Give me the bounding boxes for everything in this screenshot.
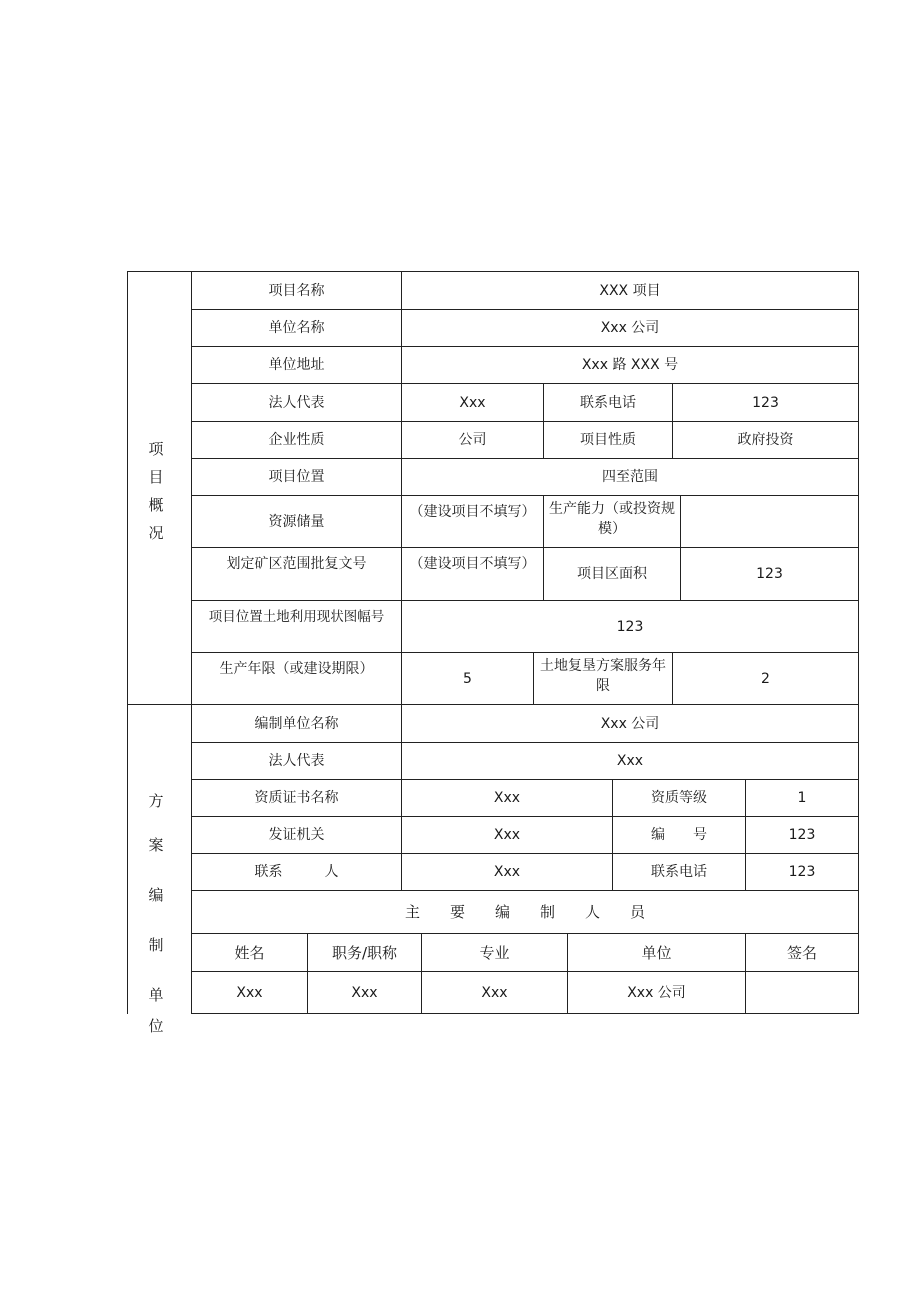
unit-address-label: 单位地址 [268,357,325,373]
section2-title-char: 制 [148,936,164,954]
section1-title-char: 目 [148,468,164,486]
enterprise-nature-label: 企业性质 [268,432,325,448]
number-value: 123 [788,827,816,843]
staff-title: Xxx [351,984,378,1001]
capacity-label: 生产能力（或投资规模） [549,501,675,537]
project-location-label: 项目位置 [268,469,325,485]
staff-col-name: 姓名 [234,943,265,962]
legal-rep-value: Xxx [459,394,486,411]
mining-approval-label: 划定矿区范围批复文号 [226,556,367,572]
project-location-value: 四至范围 [602,469,658,485]
reclamation-period-label: 土地复垦方案服务年限 [540,658,666,694]
contact-label: 联系 人 [254,864,339,880]
unit-address-value: Xxx 路 XXX 号 [581,357,679,373]
compiler-name-label: 编制单位名称 [254,715,339,732]
issuer-label: 发证机关 [268,827,325,843]
staff-col-signature: 签名 [786,943,817,962]
contact-value: Xxx [493,864,521,880]
section1-title-char: 项 [148,440,164,458]
unit-name-value: Xxx 公司 [600,320,660,336]
production-years-value: 5 [463,670,472,687]
staff-col-title: 职务/职称 [331,943,398,962]
reclamation-period-value: 2 [761,670,770,687]
land-map-label: 项目位置土地利用现状图幅号 [208,609,385,625]
mining-approval-value: （建设项目不填写） [409,556,536,572]
staff-name: Xxx [236,984,263,1001]
section2-title-char: 单 [148,986,164,1004]
project-name-value: XXX 项目 [599,282,661,299]
land-map-value: 123 [616,618,644,635]
project-nature-label: 项目性质 [580,432,636,448]
section2-title-char: 方 [148,792,164,810]
resource-reserve-label: 资源储量 [268,513,325,530]
cert-name-label: 资质证书名称 [254,790,339,806]
section2-title-char: 编 [148,886,164,904]
enterprise-nature-value: 公司 [458,432,487,448]
staff-major: Xxx [481,984,508,1001]
contact-phone-value: 123 [788,864,816,880]
section1-title-char: 概 [148,496,164,514]
contact-phone-label: 联系电话 [651,864,707,880]
phone-label: 联系电话 [580,394,636,411]
phone-value: 123 [752,394,779,411]
section2-title-char: 位 [148,1017,164,1035]
legal-rep-label: 法人代表 [268,394,325,411]
staff-header: 主 要 编 制 人 员 [404,903,645,921]
cert-grade-label: 资质等级 [651,790,707,806]
project-area-value: 123 [756,566,783,582]
issuer-value: Xxx [493,827,521,843]
capacity-value [681,496,858,547]
project-name-label: 项目名称 [268,282,325,299]
production-years-label: 生产年限（或建设期限） [219,661,374,677]
resource-reserve-value: （建设项目不填写） [409,504,536,520]
unit-name-label: 单位名称 [268,320,325,336]
staff-signature [746,972,858,1013]
section1-title-char: 况 [148,524,164,542]
staff-col-unit: 单位 [641,943,672,962]
staff-col-major: 专业 [479,943,510,962]
compiler-legal-rep-value: Xxx [616,753,644,769]
staff-unit: Xxx 公司 [627,984,686,1001]
compiler-legal-rep-label: 法人代表 [268,753,325,769]
project-area-label: 项目区面积 [577,566,647,582]
section2-title-char: 案 [148,836,164,854]
project-nature-value: 政府投资 [737,432,794,448]
compiler-name-value: Xxx 公司 [600,715,660,732]
cert-grade-value: 1 [797,790,807,806]
number-label: 编 号 [651,827,707,843]
cert-name-value: Xxx [493,790,521,806]
